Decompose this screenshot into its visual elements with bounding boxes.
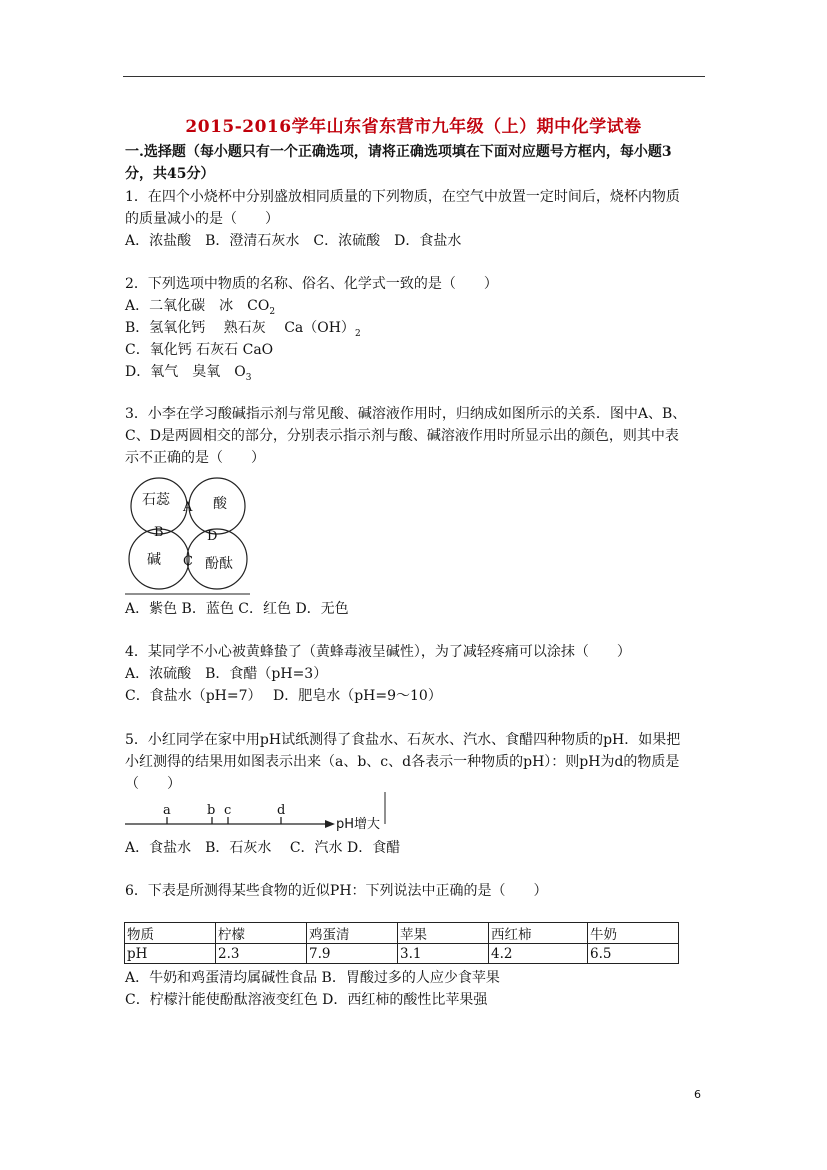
table-cell: 7.9 [307,944,398,964]
venn-diagram [125,471,255,597]
table-cell: 鸡蛋清 [307,923,398,944]
table-cell: 2.3 [216,944,307,964]
table-cell: 牛奶 [588,923,679,944]
table-header-row [125,923,679,944]
ph-number-line [125,790,390,832]
q5-stem-line1: 5．小红同学在家中用pH试纸测得了食盐水、石灰水、汽水、食醋四种物质的pH．如果把 [125,732,681,748]
q2-option-b: B．氢氧化钙 熟石灰 $Ca(OH)_2$ [125,320,361,339]
q2-stem: 2．下列选项中物质的名称、俗名、化学式一致的是（ ） [125,276,498,292]
q1-stem-line1: 1．在四个小烧杯中分别盛放相同质量的下列物质，在空气中放置一定时间后，烧杯内物质 [125,189,680,205]
label-d: d [277,803,286,818]
label-c: c [224,803,232,818]
label-a: a [163,803,171,818]
ph-table [124,922,679,964]
ph-axis-arrow [325,820,335,828]
exam-title: 2015-2016学年山东省东营市九年级（上）期中化学试卷 [185,117,642,137]
table-cell: 6.5 [588,944,679,964]
q4-stem: 4．某同学不小心被黄蜂蛰了（黄蜂毒液呈碱性），为了减轻疼痛可以涂抹（ ） [125,644,631,660]
q5-options: A．食盐水 B．石灰水 C．汽水 D．食醋 [125,840,401,856]
q3-options: A．紫色 B．蓝色 C．红色 D．无色 [125,601,349,617]
q2-option-a: A．二氧化碳 冰 $CO_2$ [125,298,276,317]
q1-options: A．浓盐酸 B．澄清石灰水 C．浓硫酸 D．食盐水 [125,233,462,249]
table-cell: pH [125,944,216,964]
q5-stem-line3: （ ） [125,776,181,792]
table-row [125,944,679,964]
q2-option-c: C．氧化钙 石灰石 CaO [125,342,274,358]
q6-options-cd: C．柠檬汁能使酚酞溶液变红色 D．西红柿的酸性比苹果强 [125,992,488,1008]
q3-stem-line3: 示不正确的是（ ） [125,450,265,466]
q2-option-d: D．氧气 臭氧 $O_3$ [125,364,252,383]
section-heading-line2: 分，共45分） [125,166,215,182]
table-cell: 西红柿 [489,923,588,944]
table-cell: 物质 [125,923,216,944]
q4-options-cd: C．食盐水（pH=7） D．肥皂水（pH=9～10） [125,688,442,704]
page-number: 6 [694,1088,701,1101]
region-d: D [207,529,218,544]
table-cell: 4.2 [489,944,588,964]
q3-stem-line2: C、D是两圆相交的部分，分别表示指示剂与酸、碱溶液作用时所显示出的颜色，则其中表 [125,428,679,444]
q3-stem-line1: 3．小李在学习酸碱指示剂与常见酸、碱溶液作用时，归纳成如图所示的关系．图中A、B、 [125,406,687,422]
label-litmus: 石蕊 [142,492,170,508]
label-acid: 酸 [213,496,227,512]
table-cell: 柠檬 [216,923,307,944]
label-b: b [207,803,216,818]
section-heading-line1: 一.选择题（每小题只有一个正确选项，请将正确选项填在下面对应题号方框内，每小题3 [125,144,672,160]
ph-increase-label: pH增大 [336,817,381,832]
q1-stem-line2: 的质量减小的是（ ） [125,211,279,227]
region-a: A [183,500,193,515]
label-phenolphthalein: 酚酞 [205,556,233,572]
q6-stem: 6．下表是所测得某些食物的近似PH：下列说法中正确的是（ ） [125,883,548,899]
header-rule [123,76,705,77]
table-cell: 3.1 [398,944,489,964]
q5-stem-line2: 小红测得的结果用如图表示出来（a、b、c、d各表示一种物质的pH）：则pH为d的物质是 [125,754,680,770]
q4-options-ab: A．浓硫酸 B．食醋（pH=3） [125,666,328,682]
label-base: 碱 [147,552,161,568]
table-cell: 苹果 [398,923,489,944]
region-b: B [154,525,164,540]
region-c: C [183,554,193,569]
q6-options-ab: A．牛奶和鸡蛋清均属碱性食品 B．胃酸过多的人应少食苹果 [125,970,500,986]
